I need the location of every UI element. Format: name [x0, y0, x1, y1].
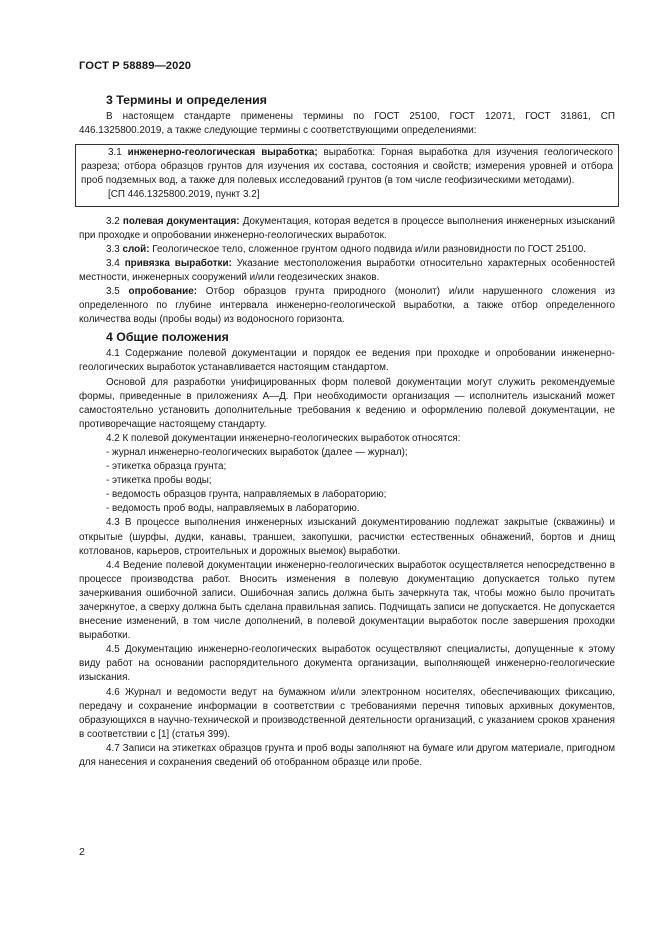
term-number: 3.1: [108, 147, 128, 159]
clause-4-3: 4.3 В процессе выполнения инженерных изысканий документированию подлежат закрытые (скважины) и открытые (шурфы, дудки, канавы, траншеи, закопушки, расчистки естественных обнажений, бортов и днищ котлованов, карьеров, строительных и дорожных выемок) выработки.: [79, 517, 615, 557]
list-item: - ведомость образцов грунта, направляемых в лабораторию;: [106, 489, 387, 501]
term-number: 3.3: [106, 243, 123, 255]
term-definition: Отбор образцов грунта природного (монолит) и/или нарушенного сложения из определенного по глубине интервала инженерно-геологической выработки, а также отбор определенного количества воды (пробы воды) из водоносного горизонта.: [79, 286, 615, 326]
section-3-intro: В настоящем стандарте применены термины по ГОСТ 25100, ГОСТ 12071, ГОСТ 31861, СП 446.1325800.2019, а также следующие термины с соответствующими определениями:: [79, 111, 615, 137]
term-definition: Геологическое тело, сложенное грунтом одного подвида и/или разновидности по ГОСТ 25100.: [149, 243, 587, 255]
list-item: - этикетка образца грунта;: [106, 461, 227, 473]
list-item: - ведомость проб воды, направляемых в лабораторию.: [106, 503, 360, 515]
section-4-heading: 4 Общие положения: [106, 330, 229, 345]
term-name: слой:: [122, 243, 150, 255]
term-3-4: [79, 257, 615, 285]
term-number: 3.2: [106, 215, 123, 227]
term-definition: Документация, которая ведется в процессе выполнения инженерных изысканий при проходке и опробовании инженерно-геологических выработок.: [79, 215, 615, 241]
clause-4-4: 4.4 Ведение полевой документации инженерно-геологических выработок осуществляется непосредственно в процессе производства работ. Вносить изменения в полевую документацию допускается только путем зачеркивания ошибочной записи. Ошибочная запись должна быть зачеркнута так, чтобы можно было прочитать зачеркнутое, а сверху должна быть сделана правильная запись. Подчищать записи не допускается. Не допускается внесение изменений, в том числе дополнений, в полевой документации выработок после завершения проходки выработки.: [79, 559, 615, 642]
term-name: инженерно-геологическая выработка;: [127, 147, 318, 159]
term-3-5: [79, 285, 615, 327]
clause-4-6: 4.6 Журнал и ведомости ведут на бумажном и/или электронном носителях, обеспечивающих фиксацию, передачу и сохранение информации в соответствии с требованиями перечня типовых архивных документов, образующихся в научно-технической и производственной деятельности организаций, с указанием сроков хранения в соответствии с [1] (статья 399).: [79, 686, 615, 740]
term-3-2: [79, 215, 615, 243]
page-content: [79, 90, 615, 770]
list-item: - этикетка пробы воды;: [106, 475, 212, 487]
term-3-1-source: [СП 446.1325800.2019, пункт 3.2]: [108, 189, 260, 201]
clause-4-7: 4.7 Записи на этикетках образцов грунта и проб воды заполняют на бумаге или другом материале, пригодном для нанесения и сохранения сведений об отобранном образце или пробе.: [79, 742, 615, 769]
clause-4-1-continued: Основой для разработки унифицированных форм полевой документации могут служить рекомендуемые формы, приведенные в приложениях А—Д. При необходимости организация — исполнитель изысканий может самостоятельно установить дополнительные требования к ведению и оформлению полевой документации, не противоречащие настоящему стандарту.: [79, 376, 615, 430]
term-name: опробование:: [128, 286, 197, 298]
term-3-3: [79, 243, 615, 257]
term-number: 3.4: [106, 257, 125, 269]
clause-4-1: 4.1 Содержание полевой документации и порядок ее ведения при проходке и опробовании инженерно-геологических выработок устанавливается настоящим стандартом.: [79, 348, 615, 374]
term-3-1-box: [75, 144, 619, 206]
term-definition: выработка: Горная выработка для изучения геологического разреза; отбора образцов грунтов для изучения их состава, состояния и свойств; измерения уровней и отбора проб подземных вод, а также для полевых исследований грунтов (в том числе геофизическими методами).: [81, 147, 613, 187]
term-number: 3.5: [106, 286, 129, 298]
term-name: полевая документация:: [122, 215, 240, 227]
term-3-1: [81, 146, 613, 188]
clause-4-2: 4.2 К полевой документации инженерно-геологических выработок относятся:: [106, 432, 461, 444]
list-item: - журнал инженерно-геологических выработок (далее — журнал);: [106, 446, 408, 458]
standard-designation: ГОСТ Р 58889—2020: [79, 60, 192, 72]
clause-4-5: 4.5 Документацию инженерно-геологических выработок осуществляют специалисты, допущенные к этому виду работ на основании распорядительного документа организации, выполняющей инженерно-геологические изыскания.: [79, 644, 615, 684]
term-name: привязка выработки:: [124, 257, 232, 269]
page-number: 2: [79, 846, 85, 858]
section-3-heading: 3 Термины и определения: [106, 93, 267, 107]
term-definition: Указание местоположения выработки относительно характерных особенностей местности, инженерных сооружений и/или геодезических знаков.: [79, 257, 615, 283]
